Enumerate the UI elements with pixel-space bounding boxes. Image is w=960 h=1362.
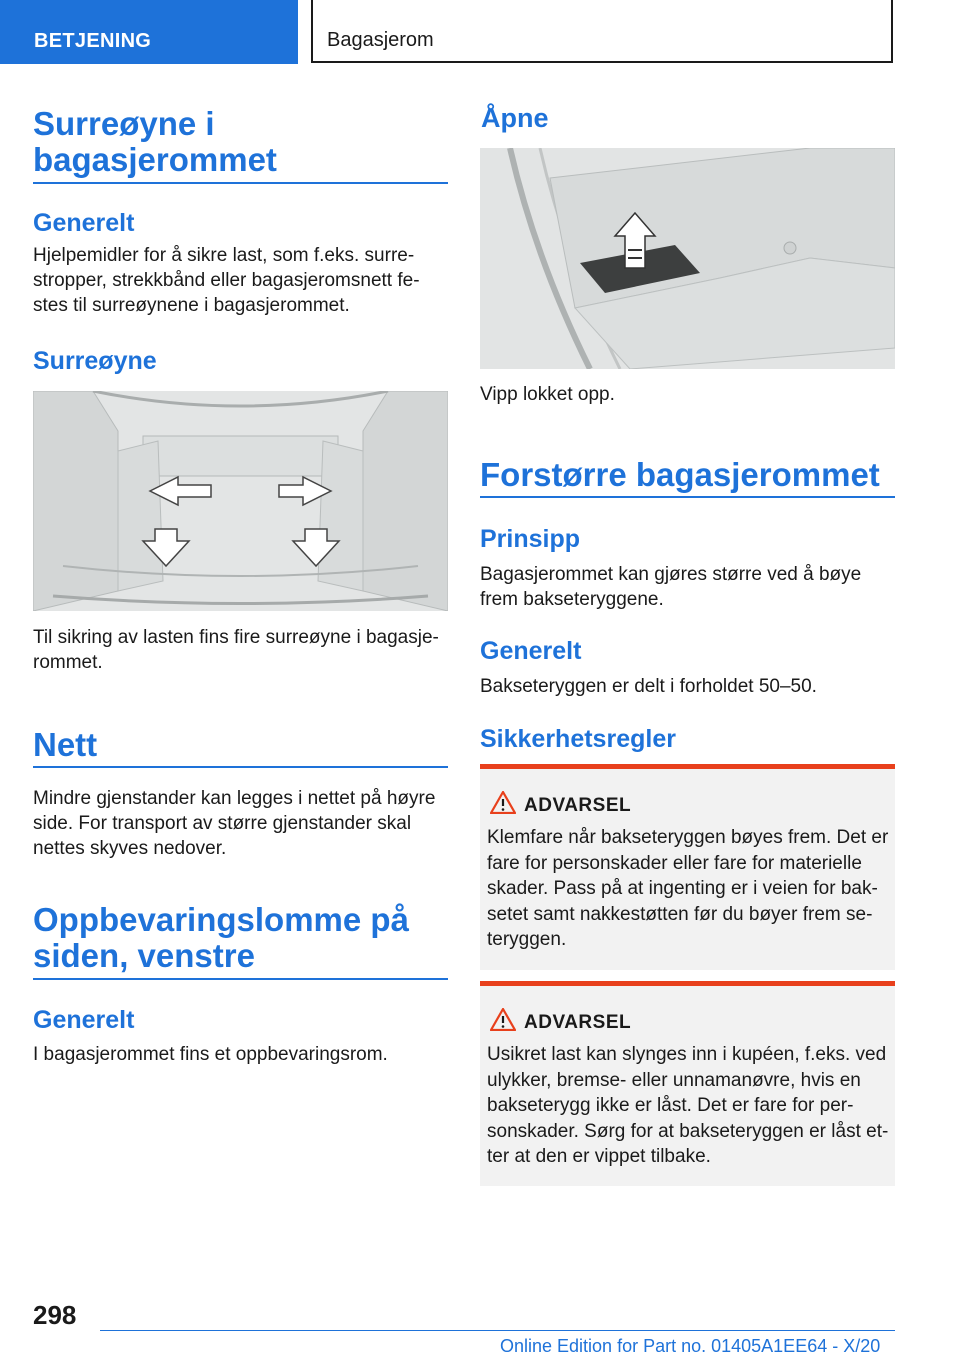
heading-generelt-2: Generelt bbox=[33, 1006, 135, 1034]
warning-title: ADVARSEL bbox=[524, 795, 632, 816]
heading-rule bbox=[33, 978, 448, 980]
warning-text-2: Usikret last kan slynges inn i kupéen, f.eks. ved ulykker, bremse- eller unnamanøvre, hvis en bakseterygg ikke er låst. Det er fare for personskader. Sørg for at bakseteryggen er låst etter at den er vippet tilbake. bbox=[487, 1044, 889, 1167]
paragraph-generelt: Hjelpemidler for å sikre last, som f.eks. surrestropper, strekkbånd eller bagasjeromsnett festes til surreøynene i bagasjerommet. bbox=[33, 245, 420, 316]
heading-rule bbox=[33, 766, 448, 768]
heading-oppbevaringslomme: Oppbevaringslomme på siden, venstre bbox=[33, 901, 409, 974]
trunk-lashing-eyes-image bbox=[33, 391, 448, 611]
warning-text: Klemfare når bakseteryggen bøyes frem. Det er fare for personskader eller fare for materielle skader. Pass på at ingenting er i veien for baksetet samt nakkestøtten før du bøyer frem seteryggen. bbox=[487, 827, 889, 950]
paragraph-apne: Vipp lokket opp. bbox=[480, 384, 615, 405]
section-label: Bagasjerom bbox=[327, 29, 434, 51]
heading-surreoyne: Surreøyne bbox=[33, 347, 157, 375]
heading-prinsipp: Prinsipp bbox=[480, 525, 581, 553]
heading-rule bbox=[480, 496, 895, 498]
paragraph-nett: Mindre gjenstander kan legges i nettet på høyre side. For transport av større gjenstander skal nettes skyves nedover. bbox=[33, 788, 436, 859]
warning-triangle-icon bbox=[490, 1008, 516, 1031]
warning-box bbox=[480, 764, 895, 970]
heading-nett: Nett bbox=[33, 726, 98, 763]
warning-triangle-icon bbox=[490, 791, 516, 814]
paragraph-generelt-3: Bakseteryggen er delt i forholdet 50–50. bbox=[480, 676, 817, 697]
warning-title-2: ADVARSEL bbox=[524, 1012, 632, 1033]
chapter-tab bbox=[0, 0, 298, 64]
heading-generelt-3: Generelt bbox=[480, 637, 582, 665]
heading-rule bbox=[33, 182, 448, 184]
paragraph-generelt-2: I bagasjerommet fins et oppbevaringsrom. bbox=[33, 1044, 388, 1065]
heading-surreoyne-i-bagasjerommet: Surreøyne i bagasjerommet bbox=[33, 105, 277, 178]
paragraph-surreoyne: Til sikring av lasten fins fire surreøyne i bagasjerommet. bbox=[33, 627, 439, 673]
heading-generelt: Generelt bbox=[33, 209, 135, 237]
footer-edition: Online Edition for Part no. 01405A1EE64 - X/20 bbox=[500, 1336, 881, 1356]
heading-apne: Åpne bbox=[481, 103, 549, 133]
paragraph-prinsipp: Bagasjerommet kan gjøres større ved å bøye frem bakseteryggene. bbox=[480, 564, 862, 610]
trunk-lid-open-image bbox=[480, 148, 895, 369]
chapter-label: BETJENING bbox=[34, 30, 152, 52]
heading-sikkerhetsregler: Sikkerhetsregler bbox=[480, 725, 676, 753]
footer-rule bbox=[100, 1330, 895, 1331]
heading-forstorre-bagasjerommet: Forstørre bagasjerommet bbox=[480, 456, 880, 493]
section-header bbox=[311, 0, 893, 63]
page-number: 298 bbox=[33, 1300, 77, 1330]
warning-box-2 bbox=[480, 981, 895, 1186]
